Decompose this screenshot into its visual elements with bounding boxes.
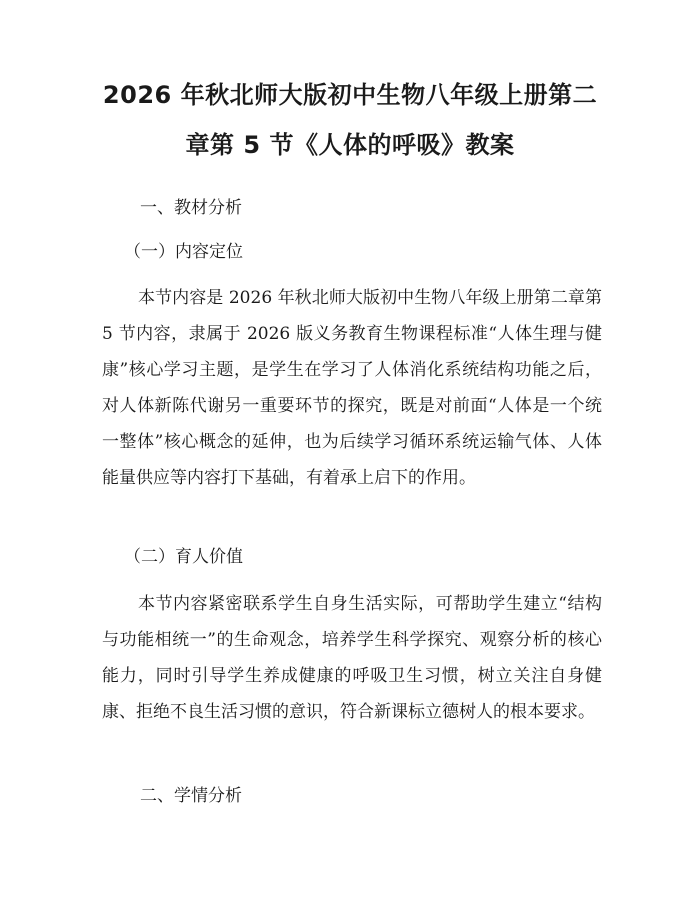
subsection-heading-educational-value: （二）育人价值 [124, 547, 243, 567]
paragraph-educational-value: 本节内容紧密联系学生自身生活实际，可帮助学生建立“结构与功能相统一”的生命观念，培养学生科学探究、观察分析的核心能力，同时引导学生养成健康的呼吸卫生习惯，树立关注自身健康、拒绝不良生活习惯的意识，符合新课标立德树人的根本要求。 [102, 594, 602, 722]
document-title: 2026 年秋北师大版初中生物八年级上册第二章第 5 节《人体的呼吸》教案 [102, 81, 598, 159]
paragraph-content-positioning: 本节内容是 2026 年秋北师大版初中生物八年级上册第二章第 5 节内容，隶属于 2026 版义务教育生物课程标准“人体生理与健康”核心学习主题，是学生在学习了人体消化系统结构功能之后，对人体新陈代谢另一重要环节的探究，既是对前面“人体是一个统一整体”核心概念的延伸，也为后续学习循环系统运输气体、人体能量供应等内容打下基础，有着承上启下的作用。 [102, 288, 602, 488]
section-heading-textbook-analysis: 一、教材分析 [140, 198, 242, 218]
subsection-heading-content-positioning: （一）内容定位 [124, 242, 243, 262]
section-heading-learner-analysis: 二、学情分析 [140, 786, 242, 806]
